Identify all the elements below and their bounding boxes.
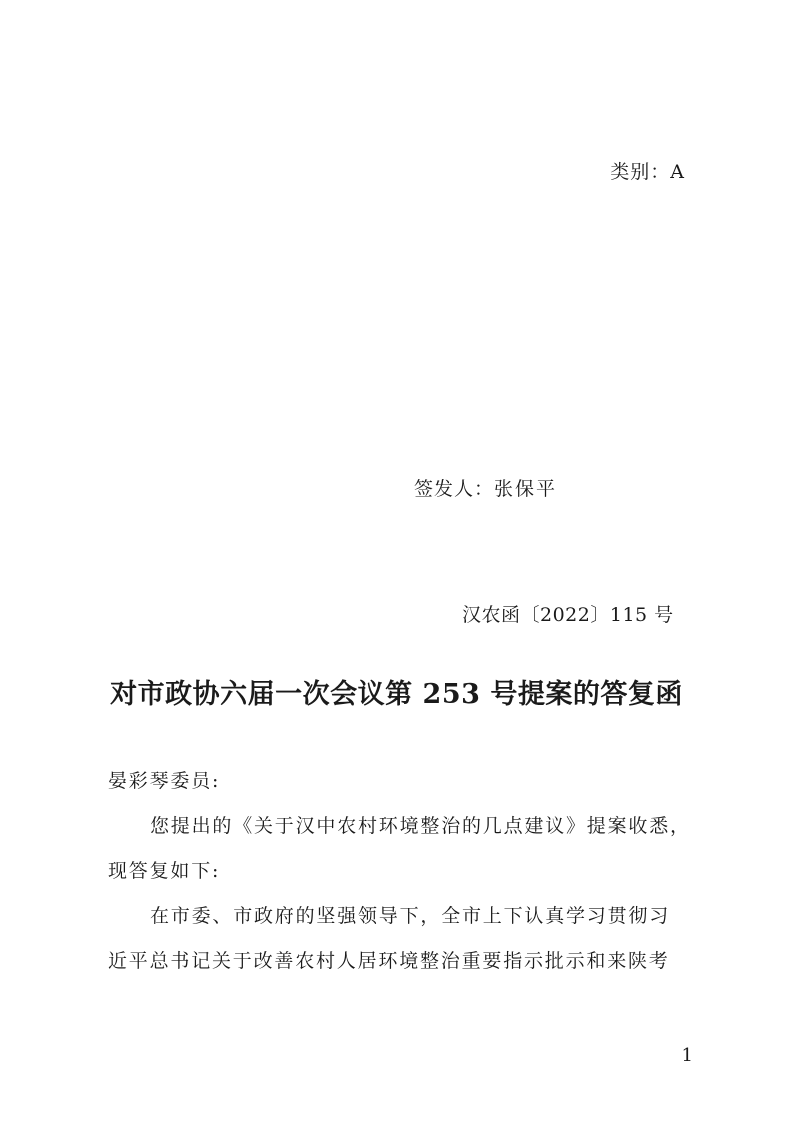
signer-line (414, 474, 557, 501)
signer-label: 签发人： (414, 478, 495, 500)
document-category: 类别：A (610, 161, 685, 183)
document-body (108, 759, 698, 984)
salutation: 晏彩琴委员: (108, 770, 221, 792)
body-paragraph-line: 在市委、市政府的坚强领导下，全市上下认真学习贯彻习 (150, 905, 671, 927)
page-number: 1 (681, 1045, 693, 1066)
body-paragraph-line: 现答复如下: (108, 860, 221, 882)
document-number: 汉农函〔2022〕115 号 (462, 604, 674, 626)
body-paragraph-line: 近平总书记关于改善农村人居环境整治重要指示批示和来陕考 (108, 950, 670, 972)
signer-name: 张保平 (494, 478, 558, 500)
document-title: 对市政协六届一次会议第 253 号提案的答复函 (110, 679, 683, 710)
body-paragraph-line: 您提出的《关于汉中农村环境整治的几点建议》提案收悉， (150, 815, 691, 837)
